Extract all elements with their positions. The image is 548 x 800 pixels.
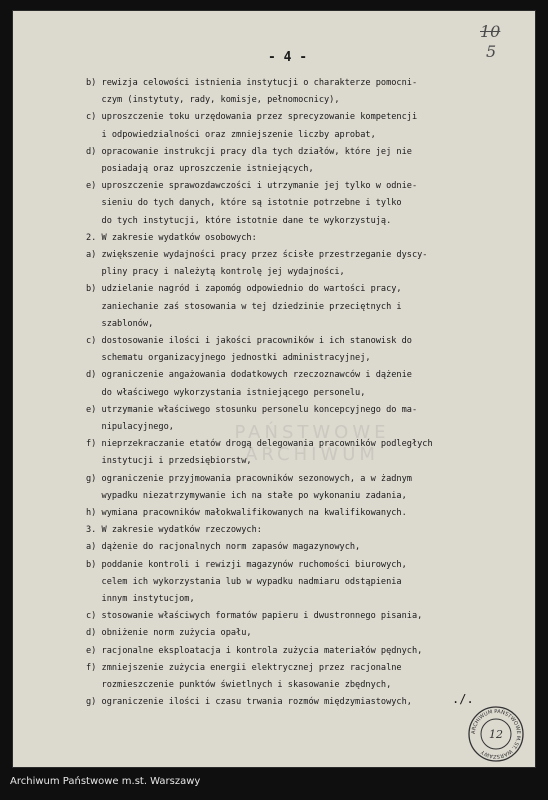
watermark-line: PAŃSTWOWE [234, 422, 390, 443]
document-line: b) udzielanie nagród i zapomóg odpowiednio do wartości pracy, [86, 284, 402, 295]
document-line: a) zwiększenie wydajności pracy przez ścisłe przestrzeganie dyscy- [86, 250, 428, 260]
document-line: szablonów, [86, 318, 154, 329]
document-line: c) stosowanie właściwych formatów papieru i dwustronnego pisania, [86, 611, 423, 622]
document-line: h) wymiana pracowników małokwalifikowanych na kwalifikowanych. [86, 508, 407, 518]
document-line: innym instytucjom, [86, 594, 195, 604]
document-line: f) nieprzekraczanie etatów drogą delegowania pracowników podległych [86, 439, 433, 450]
footer-bar [0, 772, 548, 800]
stamp-center-text: 12 [489, 728, 503, 741]
document-line: 3. W zakresie wydatków rzeczowych: [86, 525, 262, 536]
document-line: sieniu do tych danych, które są istotnie potrzebne i tylko [86, 198, 402, 209]
archive-mark-top: 10 [480, 22, 501, 41]
document-line: b) poddanie kontroli i rewizji magazynów ruchomości biurowych, [86, 559, 407, 570]
document-line: c) dostosowanie ilości i jakości pracowników i ich stanowisk do [86, 336, 412, 346]
archive-stamp [466, 704, 526, 764]
document-line: d) opracowanie instrukcji pracy dla tych działów, które jej nie [86, 146, 412, 157]
document-line: f) zmniejszenie zużycia energii elektrycznej przez racjonalne [86, 662, 402, 673]
document-line: d) obniżenie norm zużycia opału, [86, 628, 252, 639]
document-line: rozmieszczenie punktów świetlnych i skasowanie zbędnych, [86, 680, 392, 690]
document-line: instytucji i przedsiębiorstw, [86, 456, 252, 467]
document-line: posiadają oraz uproszczenie istniejących, [86, 164, 314, 174]
document-line: b) rewizja celowości istnienia instytucji o charakterze pomocni- [86, 78, 418, 88]
document-line: nipulacyjnego, [86, 422, 174, 432]
document-line: pliny pracy i należytą kontrolę jej wydajności, [86, 267, 345, 278]
document-page [12, 10, 536, 768]
watermark-line: ARCHIWUM [245, 444, 379, 465]
document-line: e) racjonalne eksploatacja i kontrola zużycia materiałów pędnych, [86, 645, 423, 656]
document-line: a) dążenie do racjonalnych norm zapasów magazynowych, [86, 542, 361, 553]
document-line: i odpowiedzialności oraz zmniejszenie liczby aprobat, [86, 129, 376, 140]
stamp-ring-textpath: ARCHIWUM PAŃSTWOWE M.ST. WARSZAWY [470, 708, 522, 760]
document-line: czym (instytuty, rady, komisje, pełnomocnicy), [86, 95, 340, 106]
document-line: e) utrzymanie właściwego stosunku personelu koncepcyjnego do ma- [86, 404, 418, 415]
document-body [12, 10, 536, 768]
document-line: e) uproszczenie sprawozdawczości i utrzymanie jej tylko w odnie- [86, 181, 418, 192]
footer-archive-label: Archiwum Państwowe m.st. Warszawy [10, 776, 201, 787]
archive-mark-bottom: 5 [486, 42, 497, 61]
document-line: d) ograniczenie angażowania dodatkowych rzeczoznawców i dążenie [86, 370, 412, 381]
closing-mark: ./. [452, 692, 474, 706]
document-line: do właściwego wykorzystania istniejącego personelu, [86, 387, 366, 398]
document-line: c) uproszczenie toku urzędowania przez sprecyzowanie kompetencji [86, 112, 418, 123]
document-line: 2. W zakresie wydatków osobowych: [86, 232, 257, 243]
document-line: do tych instytucji, które istotnie dane te wykorzystują. [86, 215, 392, 226]
document-line: g) ograniczenie przyjmowania pracowników sezonowych, a w żadnym [86, 473, 412, 484]
document-line: zaniechanie zaś stosowania w tej dziedzinie przeciętnych i [86, 301, 402, 312]
document-line: schematu organizacyjnego jednostki administracyjnej, [86, 353, 371, 364]
document-line: g) ograniczenie ilości i czasu trwania rozmów międzymiastowych, [86, 697, 412, 708]
document-line: celem ich wykorzystania lub w wypadku nadmiaru odstąpienia [86, 576, 402, 587]
page-number: - 4 - [268, 50, 308, 65]
document-line: wypadku niezatrzymywanie ich na stałe po wykonaniu zadania, [86, 490, 407, 501]
